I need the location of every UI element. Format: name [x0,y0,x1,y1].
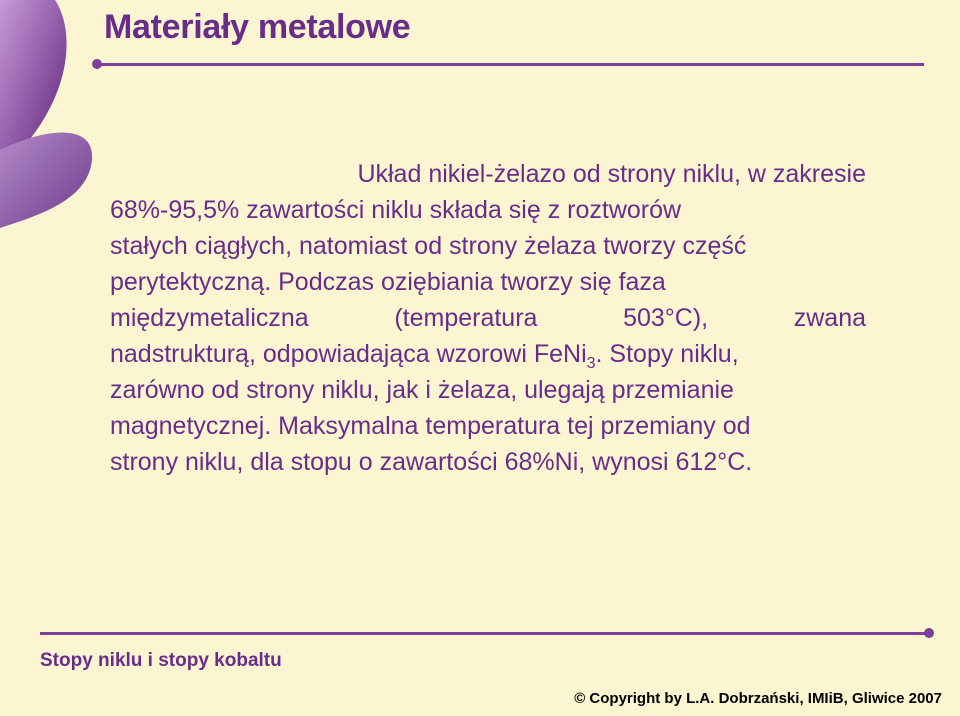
paragraph-line-4: perytektyczną. Podczas oziębiania tworzy się faza [110,268,666,296]
rule-dot-bottom [924,628,934,638]
footer-copyright: © Copyright by L.A. Dobrzański, IMIiB, Gliwice 2007 [574,690,942,707]
paragraph-line-2: 68%-95,5% zawartości niklu składa się z roztworów [110,196,682,224]
paragraph-line-8: magnetycznej. Maksymalna temperatura tej przemiany od [110,412,751,440]
paragraph-line-5 [110,300,866,336]
footer-section-title: Stopy niklu i stopy kobaltu [40,650,282,671]
paragraph-line-6 [110,336,866,372]
formula-subscript: 3 [586,355,596,372]
paragraph-line-6-main: nadstrukturą, odpowiadająca wzorowi FeNi [110,340,587,368]
paragraph-line-3: stałych ciągłych, natomiast od strony żelaza tworzy część [110,232,747,260]
footer-divider [40,632,928,635]
paragraph-line-5-word: (temperatura [394,304,538,332]
slide-title: Materiały metalowe [104,8,411,46]
paragraph-line-5-word: międzymetaliczna [110,304,309,332]
body-paragraph [110,156,866,480]
paragraph-line-9: strony niklu, dla stopu o zawartości 68%Ni, wynosi 612°C. [110,448,753,476]
paragraph-line-5-word: 503°C), [623,304,709,332]
paragraph-line-5-word: zwana [793,304,866,332]
corner-decoration [0,0,110,230]
paragraph-line-7: zarówno od strony niklu, jak i żelaza, ulegają przemianie [110,376,734,404]
paragraph-line-6-rest: . Stopy niklu, [595,340,739,368]
title-divider [98,63,924,66]
paragraph-line-1: Układ nikiel-żelazo od strony niklu, w zakresie [357,160,866,188]
